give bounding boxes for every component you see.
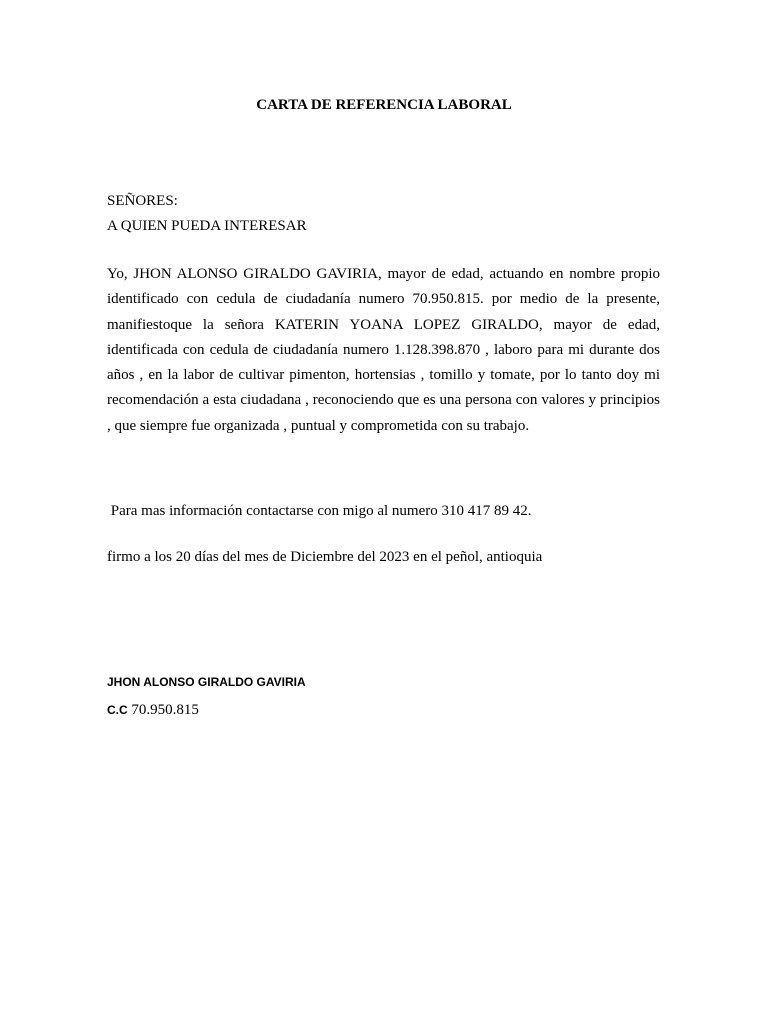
body-paragraph: Yo, JHON ALONSO GIRALDO GAVIRIA, mayor de edad, actuando en nombre propio identificado con cedula de ciudadanía numero 70.950.815. por medio de la presente, manifiestoque la señora KATERIN YOANA LOPEZ GIRALDO, mayor de edad, identificada con cedula de ciudadanía numero 1.128.398.870 , laboro para mi durante dos años , en la labor de cultivar pimenton, hortensias , tomillo y tomate, por lo tanto doy mi recomendación a esta ciudadana , reconociendo que es una persona con valores y principios , que siempre fue organizada , puntual y comprometida con su trabajo.: [107, 266, 660, 434]
salutation-line-1: SEÑORES:: [107, 193, 178, 209]
signed-date-line: firmo a los 20 días del mes de Diciembre del 2023 en el peñol, antioquia: [107, 549, 543, 565]
id-label: C.C: [107, 703, 128, 717]
document-title: CARTA DE REFERENCIA LABORAL: [256, 97, 512, 113]
id-number: 70.950.815: [127, 702, 199, 718]
signature-id: [107, 702, 199, 719]
salutation: [107, 189, 307, 239]
signature-name: JHON ALONSO GIRALDO GAVIRIA: [107, 675, 306, 689]
salutation-line-2: A QUIEN PUEDA INTERESAR: [107, 218, 307, 234]
contact-line: Para mas información contactarse con migo al numero 310 417 89 42.: [107, 503, 532, 519]
